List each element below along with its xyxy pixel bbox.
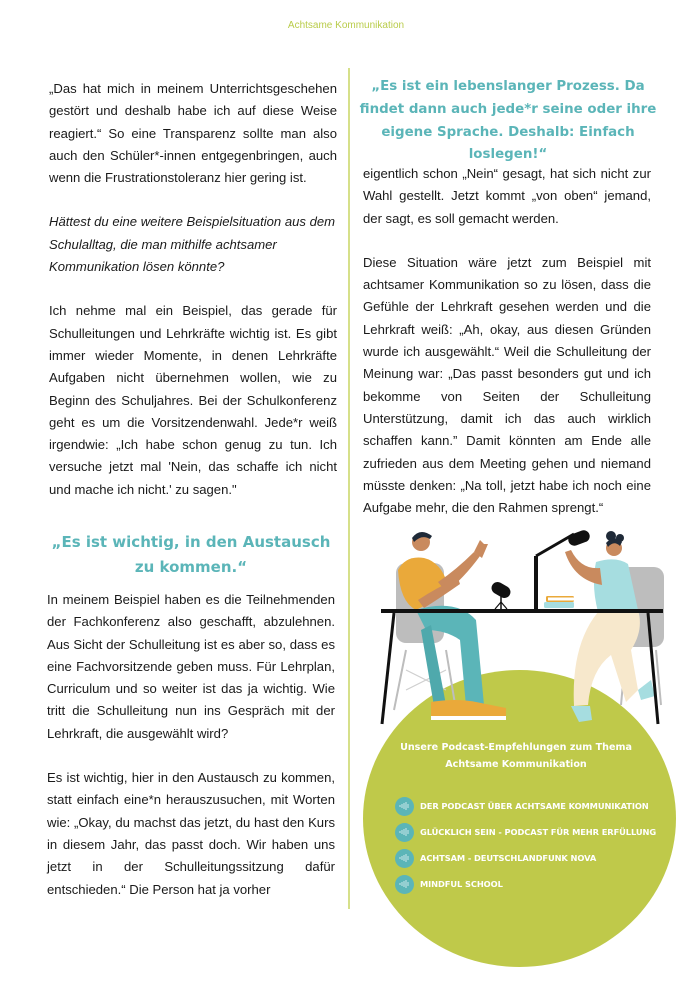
podcast-item-label: GLÜCKLICH SEIN - PODCAST FÜR MEHR ERFÜLLUNG <box>420 827 657 837</box>
podcast-item[interactable] <box>395 845 675 871</box>
interview-question: Hättest du eine weitere Beispielsituation aus dem Schulalltag, die man mithilfe achtsamer Kommunikation lösen könnte? <box>49 214 336 275</box>
soundwave-icon <box>395 823 414 842</box>
soundwave-icon <box>395 875 414 894</box>
paragraph: In meinem Beispiel haben es die Teilnehmenden der Fachkonferenz also geschafft, abzulehnen. Aus Sicht der Schulleitung ist es aber so, dass es eine Fachvorsitzende geben muss. Für Lehrplan, Curriculum und so weiter ist das ja wichtig. Wie tritt die Schulleitung nun ins Gespräch mit der Lehrkraft, die ausgewählt wird? <box>47 592 335 741</box>
pull-quote-left: „Es ist wichtig, in den Austausch zu kommen.“ <box>51 533 331 576</box>
paragraph: Es ist wichtig, hier in den Austausch zu kommen, statt einfach eine*n herauszusuchen, mit Worten wie: „Okay, du machst das jetzt, du hast den Kurs in diesem Jahr, das passt doch. Wir haben uns jetzt in der Schulleitungssitzung dafür entschieden.“ Die Person hat ja vorher <box>47 770 335 897</box>
podcast-title-line2: Achtsame Kommunikation <box>445 759 587 770</box>
podcast-item-label: MINDFUL SCHOOL <box>420 879 503 889</box>
podcast-item[interactable] <box>395 871 675 897</box>
paragraph: „Das hat mich in meinem Unterrichtsgeschehen gestört und deshalb habe ich auf diese Weise reagiert.“ So eine Transparenz sollte man also auch den Schüler*-innen entgegenbringen, auch wenn die Frustrationstoleranz hier gering ist. <box>49 81 337 186</box>
column-divider <box>348 68 350 909</box>
paragraph: Ich nehme mal ein Beispiel, das gerade für Schulleitungen und Lehrkräfte wichtig ist. Es gibt immer wieder Momente, in denen Lehrkräfte Aufgaben nicht übernehmen wollen, wie zu Beginn des Schuljahres. Bei der Schulkonferenz geht es um die Vorsitzendenwahl. Jede*r weiß irgendwie: „Ich habe schon genug zu tun. Ich versuche jetzt mal 'Nein, das schaffe ich nicht und mache ich nicht.' zu sagen." <box>49 303 337 497</box>
podcast-item-label: ACHTSAM - DEUTSCHLANDFUNK NOVA <box>420 853 597 863</box>
right-column-text <box>363 163 651 541</box>
soundwave-icon <box>395 797 414 816</box>
podcast-item[interactable] <box>395 793 675 819</box>
podcast-item-label: DER PODCAST ÜBER ACHTSAME KOMMUNIKATION <box>420 801 649 811</box>
podcast-list <box>395 793 675 897</box>
podcast-recommendations-title <box>390 739 642 773</box>
books-icon <box>544 596 574 608</box>
paragraph: eigentlich schon „Nein“ gesagt, hat sich nicht zur Wahl gestellt. Jetzt kommt „von oben“ jemand, der sagt, es soll gemacht werden. <box>363 166 651 226</box>
left-column-text <box>49 78 337 523</box>
left-column-text-continued <box>47 589 335 923</box>
podcast-title-line1: Unsere Podcast-Empfehlungen zum Thema <box>400 742 632 753</box>
soundwave-icon <box>395 849 414 868</box>
paragraph: Diese Situation wäre jetzt zum Beispiel mit achtsamer Kommunikation so zu lösen, dass die Gefühle der Lehrkraft gesehen werden und die Lehrkraft weiß: „Ah, okay, aus diesen Gründen wurde ich ausgewählt.“ Weil die Schulleitung der Meinung war: „Das passt besonders gut und ich bekomme von Seiten der Schulleitung Unterstützung, damit ich das auch wirklich schaffen kann.” Damit könnten am Ende alle zufrieden aus dem Meeting gehen und niemand müsste denken: „Na toll, jetzt habe ich noch eine Aufgabe mehr, die den Rahmen sprengt.“ <box>363 254 651 516</box>
pull-quote-right: „Es ist ein lebenslanger Prozess. Da findet dann auch jede*r seine oder ihre eigene Sprache. Deshalb: Einfach loslegen!“ <box>359 79 657 163</box>
podcast-item[interactable] <box>395 819 675 845</box>
page-header: Achtsame Kommunikation <box>287 20 405 31</box>
podcast-illustration <box>376 530 666 730</box>
